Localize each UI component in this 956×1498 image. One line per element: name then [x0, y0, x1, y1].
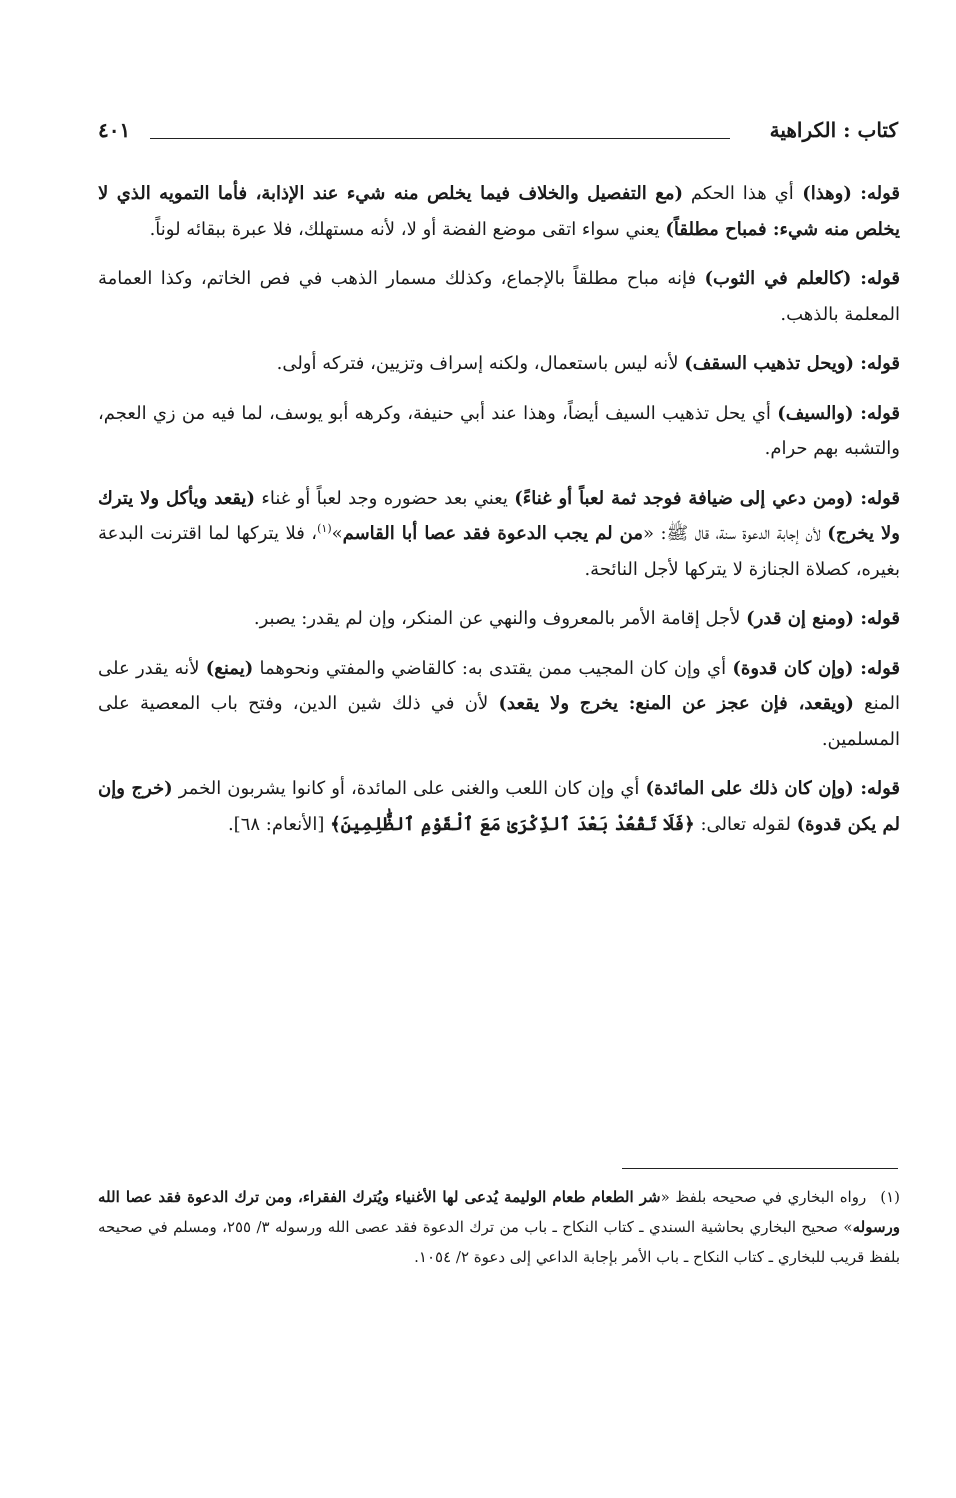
- footnote-text-intro: رواه البخاري في صحيحه بلفظ «: [660, 1188, 867, 1206]
- main-text: [98, 176, 900, 856]
- paragraph-1-text: أي هذا الحكم: [682, 183, 794, 204]
- paragraph-3-text: لأنه ليس باستعمال، ولكنه إسراف وتزيين، فتركه أولى.: [276, 353, 685, 374]
- paragraph-1: [98, 176, 900, 247]
- paragraph-1-comment: يعني سواء اتقى موضع الفضة أو لا، لأنه مستهلك، فلا عبرة ببقائه لوناً.: [149, 218, 666, 240]
- paragraph-8: [98, 771, 900, 842]
- header-rule: [150, 138, 730, 139]
- hadith-text: من لم يجب الدعوة فقد عصا أبا القاسم: [342, 523, 643, 544]
- paragraph-7-quote-1: (يمنع): [205, 657, 254, 679]
- paragraph-6: [98, 601, 900, 637]
- book-title: كتاب : الكراهية: [769, 118, 898, 142]
- paragraph-5-lead: قوله: (ومن دعي إلى ضيافة فوجد ثمة لعباً أو غناءً): [514, 487, 901, 509]
- paragraph-7-lead: قوله: (وإن كان قدوة): [732, 657, 900, 679]
- verse-reference: [الأنعام: ٦٨].: [227, 813, 331, 835]
- paragraph-4-lead: قوله: (والسيف): [777, 402, 900, 424]
- paragraph-5-text: يعني بعد حضوره وجد لعباً أو غناء: [255, 487, 515, 509]
- paragraph-6-lead: قوله: (ومنع إن قدر): [746, 608, 900, 629]
- paragraph-4: [98, 396, 900, 467]
- paragraph-3-lead: قوله: (ويحل تذهيب السقف): [684, 353, 900, 374]
- hadith-close-quote: »: [331, 523, 343, 544]
- footnote-divider: [622, 1168, 898, 1169]
- paragraph-8-quote: (خرج وإن لم يكن قدوة): [98, 778, 900, 835]
- paragraph-2-text: فإنه مباح مطلقاً بالإجماع، وكذلك مسمار الذهب في فص الخاتم، وكذا العمامة المعلمة بالذهب.: [98, 268, 900, 325]
- paragraph-8-comment: لقوله تعالى:: [694, 813, 797, 835]
- paragraph-7-quote-2: (ويقعد، فإن عجز عن المنع: يخرج ولا يقعد): [498, 693, 854, 714]
- paragraph-5-comment: لأن إجابة الدعوة سنة، قال ﷺ: «: [642, 523, 828, 544]
- paragraph-5-quote: (يقعد ويأكل ولا يترك ولا يخرج): [98, 487, 900, 544]
- paragraph-7-comment: لأنه يقدر على المنع: [98, 657, 901, 714]
- paragraph-4-text: أي يحل تذهيب السيف أيضاً، وهذا عند أبي حنيفة، وكرهه أبو يوسف، لما فيه من زي العجم، والتشبه بهم حرام.: [98, 402, 900, 459]
- footnote: [98, 1182, 900, 1272]
- footnote-marker: (١): [880, 1188, 900, 1206]
- paragraph-6-text: لأجل إقامة الأمر بالمعروف والنهي عن المنكر، وإن لم يقدر: يصبر.: [253, 608, 747, 629]
- paragraph-2: [98, 261, 900, 332]
- paragraph-7-text: أي وإن كان المجيب ممن يقتدى به: كالقاضي والمفتي ونحوهما: [253, 657, 733, 679]
- paragraph-2-lead: قوله: (كالعلم في الثوب): [704, 268, 900, 289]
- footnote-sources: » صحيح البخاري بحاشية السندي ـ كتاب النكاح ـ باب من ترك الدعوة فقد عصى الله ورسوله ٣/ ٢٥٥، ومسلم في صحيحه بلفظ قريب للبخاري ـ كتاب النكاح ـ باب الأمر بإجابة الداعي إلى دعوة ٢/ ١٠٥٤.: [98, 1218, 900, 1266]
- paragraph-3: [98, 346, 900, 382]
- paragraph-8-text: أي وإن كان اللعب والغنى على المائدة، أو كانوا يشربون الخمر: [172, 778, 646, 799]
- footnote-reference[interactable]: (١): [317, 522, 332, 535]
- footnote-hadith: شر الطعام طعام الوليمة يُدعى لها الأغنياء ويُترك الفقراء، ومن ترك الدعوة فقد عصا الله ورسوله: [98, 1188, 900, 1236]
- paragraph-7: [98, 651, 900, 758]
- paragraph-1-lead: قوله: (وهذا): [793, 183, 900, 204]
- paragraph-1-quote: (مع التفصيل والخلاف فيما يخلص منه شيء عند الإذابة، فأما التمويه الذي لا يخلص منه شيء: فمباح مطلقاً): [98, 183, 900, 240]
- paragraph-5-tail: ، فلا يتركها لما اقترنت البدعة بغيره، كصلاة الجنازة لا يتركها لأجل النائحة.: [98, 523, 900, 580]
- paragraph-5: [98, 481, 900, 588]
- page-header: [98, 116, 898, 148]
- paragraph-8-lead: قوله: (وإن كان ذلك على المائدة): [645, 778, 900, 799]
- paragraph-7-tail: لأن في ذلك شين الدين، وفتح باب المعصية على المسلمين.: [98, 693, 900, 750]
- quran-verse: ﴿فَلَا تَقْعُدْ بَعْدَ ٱلذِّكْرَىٰ مَعَ ٱلْقَوْمِ ٱلظَّٰلِمِينَ﴾: [330, 813, 695, 835]
- page-number: ٤٠١: [98, 118, 131, 142]
- footnote-1: [98, 1182, 900, 1272]
